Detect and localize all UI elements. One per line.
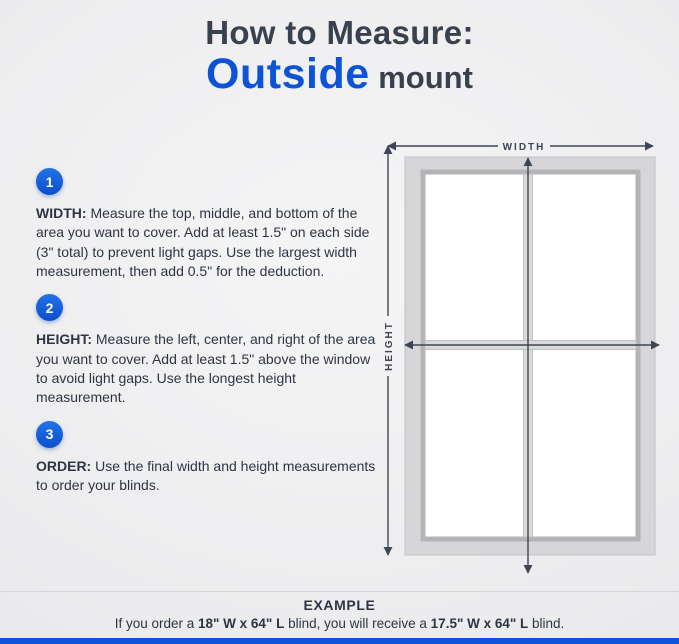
step-1 <box>36 168 376 281</box>
step-3-body: Use the final width and height measurements to order your blinds. <box>36 457 376 493</box>
step-3-badge: 3 <box>36 421 63 448</box>
step-2-label: HEIGHT: <box>36 331 92 348</box>
example-text <box>0 616 679 631</box>
header <box>0 14 679 97</box>
page-subtitle <box>0 52 679 97</box>
step-3-label: ORDER: <box>36 457 92 474</box>
step-2-body: Measure the left, center, and right of the area you want to cover. Add at least 1.5" above the window to avoid light gaps. Use the longest height measurement. <box>36 331 376 406</box>
example-prefix: If you order a <box>114 616 198 631</box>
example-section <box>0 591 679 631</box>
step-1-body: Measure the top, middle, and bottom of the area you want to cover. Add at least 1.5" on each side (3" total) to prevent light gaps. Use the largest width measurement, then add 0.5" for the deduction. <box>36 205 370 279</box>
example-middle: blind, you will receive a <box>284 616 431 631</box>
steps-list <box>36 168 376 508</box>
example-heading: EXAMPLE <box>303 597 376 613</box>
step-3 <box>36 421 376 496</box>
subtitle-rest: mount <box>369 60 473 95</box>
step-1-text <box>36 204 376 281</box>
window-diagram <box>368 128 672 590</box>
page-title: How to Measure: <box>205 14 474 51</box>
example-order-size: 18" W x 64" L <box>198 616 285 631</box>
height-label: HEIGHT <box>384 321 395 371</box>
step-2-badge: 2 <box>36 294 63 321</box>
width-label: WIDTH <box>502 142 546 153</box>
subtitle-highlight: Outside <box>206 50 370 98</box>
example-suffix: blind. <box>528 616 565 631</box>
step-1-label: WIDTH: <box>36 205 87 221</box>
step-2 <box>36 294 376 407</box>
step-2-text <box>36 330 376 407</box>
accent-bottom-bar <box>0 638 679 644</box>
step-1-badge: 1 <box>36 168 63 195</box>
example-receive-size: 17.5" W x 64" L <box>430 616 529 631</box>
step-3-text <box>36 457 376 496</box>
